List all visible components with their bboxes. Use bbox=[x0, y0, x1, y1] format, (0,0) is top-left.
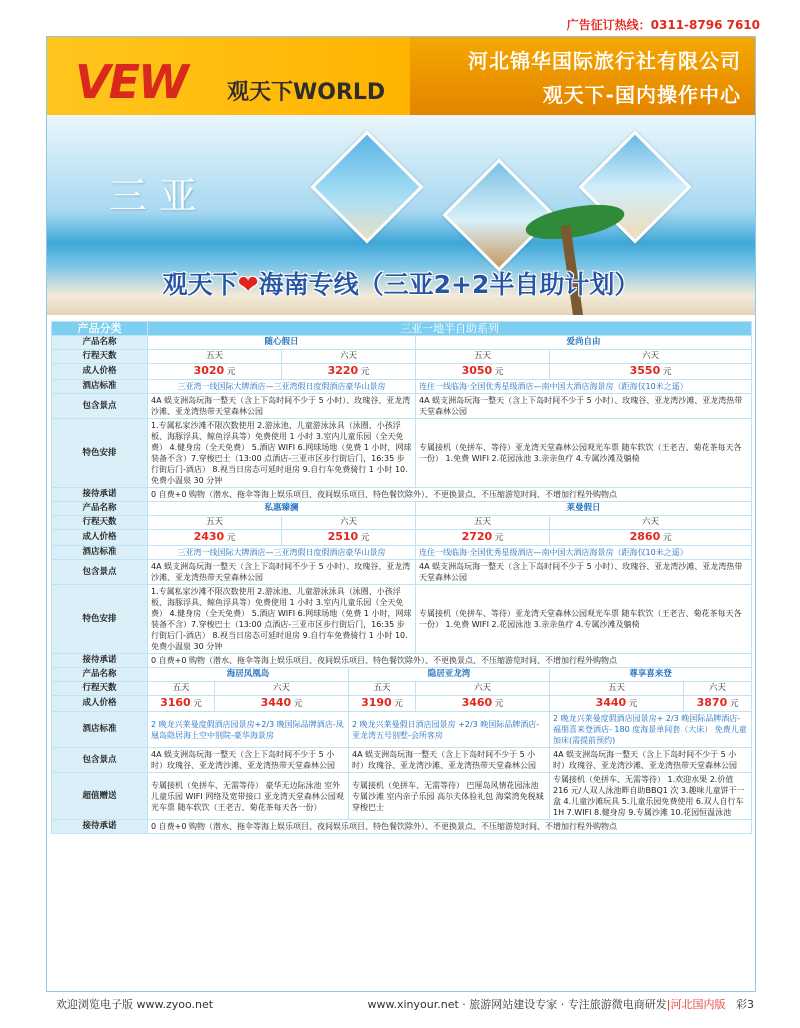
price-cell bbox=[282, 530, 416, 546]
row-label: 特色安排 bbox=[52, 585, 148, 654]
price-value: 3190 bbox=[361, 696, 392, 709]
page-title bbox=[47, 265, 755, 301]
days-cell: 六天 bbox=[550, 350, 752, 364]
table-row bbox=[52, 394, 752, 419]
table-row bbox=[52, 546, 752, 560]
row-label: 成人价格 bbox=[52, 696, 148, 712]
price-cell bbox=[416, 530, 550, 546]
price-unit: 元 bbox=[360, 533, 370, 543]
title-part2: 海南专线（三亚2+2半自助计划） bbox=[258, 270, 640, 299]
company-center: 观天下-国内操作中心 bbox=[542, 83, 741, 107]
price-unit: 元 bbox=[226, 533, 236, 543]
hotel-cell: 2 晚龙兴莱曼度假酒店园景房+ 2/3 晚国际品牌酒店-福朋喜来登酒店- 180 度海景单间套（大床） 免费儿童加床(需提前预约) bbox=[550, 712, 752, 748]
row-label: 包含景点 bbox=[52, 748, 148, 773]
page-frame bbox=[46, 36, 756, 992]
price-value: 3440 bbox=[595, 696, 627, 709]
table-row bbox=[52, 773, 752, 820]
row-label: 接待承诺 bbox=[52, 654, 148, 668]
spots-cell: 4A 蜈支洲岛玩海一整天（含上下岛时间不少于 5 小时）玫瑰谷、亚龙湾沙滩、亚龙湾热带天堂森林公园 bbox=[349, 748, 550, 773]
price-cell bbox=[684, 696, 752, 712]
table-row bbox=[52, 350, 752, 364]
row-label: 接待承诺 bbox=[52, 820, 148, 834]
spots-cell: 4A 蜈支洲岛玩海一整天（含上下岛时间不少于 5 小时）、玫瑰谷、亚龙湾沙滩、亚龙湾热带天堂森林公园 bbox=[148, 560, 416, 585]
price-cell bbox=[550, 696, 684, 712]
product-name: 隐居亚龙湾 bbox=[349, 668, 550, 682]
product-name: 私惠臻澜 bbox=[148, 502, 416, 516]
row-label: 行程天数 bbox=[52, 350, 148, 364]
sanya-calligraphy: 三 亚 bbox=[109, 174, 198, 218]
price-cell bbox=[550, 364, 752, 380]
price-cell bbox=[148, 696, 215, 712]
days-cell: 五天 bbox=[416, 350, 550, 364]
days-cell: 五天 bbox=[148, 516, 282, 530]
gifts-cell: 专属接机（免拼车、无需等待） 豪华无边际泳池 室外儿童乐园 WIFI 网络及宽带接口 亚龙湾天堂森林公园观光车票 随车软饮（王老吉、菊花茶每天各一份） bbox=[148, 773, 349, 820]
price-unit: 元 bbox=[628, 699, 638, 709]
hammock-photo bbox=[310, 130, 423, 243]
price-value: 3050 bbox=[461, 364, 493, 377]
price-value: 2860 bbox=[629, 530, 661, 543]
table-row bbox=[52, 668, 752, 682]
gifts-cell: 专属接机（免拼车、无需等待） 1.欢迎水果 2.价值 216 元/人双人泳池畔自助BBQ1 次 3.趣味儿童饼干一盒 4.儿童沙滩玩具 5.儿童乐园免费使用 6.双人自行车 1H 7.WIFI 8.健身房 9.专属沙滩 10.花园恒温泳池 bbox=[550, 773, 752, 820]
product-name: 随心假日 bbox=[148, 336, 416, 350]
price-value: 2720 bbox=[461, 530, 493, 543]
price-value: 3550 bbox=[629, 364, 661, 377]
title-part1: 观天下 bbox=[162, 270, 238, 299]
footer-ebook-link[interactable]: 欢迎浏览电子版 www.zyoo.net bbox=[56, 998, 214, 1011]
row-label: 接待承诺 bbox=[52, 488, 148, 502]
price-value: 3160 bbox=[160, 696, 191, 709]
spots-cell: 4A 蜈支洲岛玩海一整天（含上下岛时间不少于 5 小时）、玫瑰谷、亚龙湾沙滩、亚龙湾热带天堂森林公园 bbox=[148, 394, 416, 419]
spots-cell: 4A 蜈支洲岛玩海一整天（含上下岛时间不少于 5 小时）、玫瑰谷、亚龙湾沙滩、亚龙湾热带天堂森林公园 bbox=[416, 560, 752, 585]
table-row bbox=[52, 696, 752, 712]
price-value: 2510 bbox=[327, 530, 359, 543]
promise-cell: 0 自费+0 购物（潜水、拖伞等海上娱乐项目、夜间娱乐项目、特色餐饮除外）、不更换景点、不压缩游览时间、不增加行程外购物点 bbox=[148, 488, 752, 502]
days-cell: 五天 bbox=[550, 682, 684, 696]
price-unit: 元 bbox=[394, 699, 403, 709]
price-unit: 元 bbox=[729, 699, 739, 709]
price-unit: 元 bbox=[494, 533, 504, 543]
row-label: 产品名称 bbox=[52, 336, 148, 350]
beach-couple-photo bbox=[442, 158, 555, 271]
page-number: 彩3 bbox=[736, 998, 754, 1011]
product-table bbox=[51, 321, 752, 834]
days-cell: 六天 bbox=[550, 516, 752, 530]
price-value: 3460 bbox=[461, 696, 493, 709]
price-unit: 元 bbox=[494, 367, 504, 377]
row-label: 酒店标准 bbox=[52, 712, 148, 748]
row-label: 特色安排 bbox=[52, 419, 148, 488]
table-row bbox=[52, 585, 752, 654]
table-row bbox=[52, 419, 752, 488]
table-row bbox=[52, 654, 752, 668]
table-row bbox=[52, 560, 752, 585]
price-cell bbox=[282, 364, 416, 380]
promise-cell: 0 自费+0 购物（潜水、拖伞等海上娱乐项目、夜间娱乐项目、特色餐饮除外）、不更换景点、不压缩游览时间、不增加行程外购物点 bbox=[148, 654, 752, 668]
days-cell: 六天 bbox=[416, 682, 550, 696]
table-row bbox=[52, 682, 752, 696]
price-unit: 元 bbox=[226, 367, 236, 377]
header bbox=[47, 37, 755, 115]
price-value: 3020 bbox=[193, 364, 225, 377]
table-row bbox=[52, 820, 752, 834]
table-row bbox=[52, 748, 752, 773]
price-value: 3220 bbox=[327, 364, 359, 377]
features-cell: 专属接机（免拼车、等待）亚龙湾天堂森林公园观光车票 随车软饮（王老吉、菊花茶每天各一份） 1.免费 WIFI 2.花园泳池 3.亲亲鱼疗 4.专属沙滩及躺椅 bbox=[416, 419, 752, 488]
price-unit: 元 bbox=[662, 533, 672, 543]
features-cell: 1.专属私家沙滩不限次数使用 2.游泳池、儿童游泳泳具（泳圈、小孩浮板、海豚浮具、鲸鱼浮具等）免费使用 1 小时 3.室内儿童乐园（全天免费） 4.健身房（全天免费） 5.酒店 WIFI 6.网球场地（免费 1 小时，网球装备不含）7.穿梭巴士（13:00 点酒店-三亚市区步行街后门，16:35 步行街后门-酒店） 8.视当日房态可延时退房 9.自行车免费骑行 1 小时 10.免费小温泉 30 分钟 bbox=[148, 419, 416, 488]
spots-cell: 4A 蜈支洲岛玩海一整天（含上下岛时间不少于 5 小时）玫瑰谷、亚龙湾沙滩、亚龙湾热带天堂森林公园 bbox=[550, 748, 752, 773]
days-cell: 五天 bbox=[148, 350, 282, 364]
table-row bbox=[52, 364, 752, 380]
spots-cell: 4A 蜈支洲岛玩海一整天（含上下岛时间不少于 5 小时）、玫瑰谷、亚龙湾沙滩、亚龙湾热带天堂森林公园 bbox=[416, 394, 752, 419]
company-block bbox=[410, 37, 755, 115]
row-label: 产品名称 bbox=[52, 668, 148, 682]
table-row bbox=[52, 530, 752, 546]
price-unit: 元 bbox=[360, 367, 370, 377]
days-cell: 五天 bbox=[349, 682, 416, 696]
logo-subtitle: 观天下WORLD bbox=[227, 80, 386, 105]
price-cell bbox=[349, 696, 416, 712]
price-cell bbox=[416, 696, 550, 712]
table-row bbox=[52, 712, 752, 748]
heart-icon: ❤ bbox=[237, 270, 259, 299]
price-value: 3870 bbox=[696, 696, 728, 709]
days-cell: 六天 bbox=[215, 682, 349, 696]
price-cell bbox=[148, 530, 282, 546]
hotel-cell: 三亚湾一线国际大牌酒店—三亚湾假日度假酒店豪华山景房 bbox=[148, 546, 416, 560]
series-name: 三亚一地半自助系列 bbox=[148, 322, 752, 336]
product-name: 海居凤凰岛 bbox=[148, 668, 349, 682]
row-label: 包含景点 bbox=[52, 394, 148, 419]
price-unit: 元 bbox=[293, 699, 303, 709]
price-value: 2430 bbox=[193, 530, 225, 543]
hotel-cell: 连住一线临海·全国优秀星级酒店—南中国大酒店海景房（距海仅10米之遥） bbox=[416, 380, 752, 394]
spots-cell: 4A 蜈支洲岛玩海一整天（含上下岛时间不少于 5 小时）玫瑰谷、亚龙湾沙滩、亚龙湾热带天堂森林公园 bbox=[148, 748, 349, 773]
product-name: 莱曼假日 bbox=[416, 502, 752, 516]
price-cell bbox=[148, 364, 282, 380]
features-cell: 1.专属私家沙滩不限次数使用 2.游泳池、儿童游泳泳具（泳圈、小孩浮板、海豚浮具、鲸鱼浮具等）免费使用 1 小时 3.室内儿童乐园（全天免费） 4.健身房（全天免费） 5.酒店 WIFI 6.网球场地（免费 1 小时，网球装备不含）7.穿梭巴士（13:00 点酒店-三亚市区步行街后门，16:35 步行街后门-酒店） 8.视当日房态可延时退房 9.自行车免费骑行 1 小时 10.免费小温泉 30 分钟 bbox=[148, 585, 416, 654]
table-row bbox=[52, 502, 752, 516]
days-cell: 六天 bbox=[282, 350, 416, 364]
product-name: 尊享喜来登 bbox=[550, 668, 752, 682]
hotel-cell: 2 晚龙兴莱曼假日酒店园景房 +2/3 晚国际品牌酒店-亚龙湾五号别墅-会所客房 bbox=[349, 712, 550, 748]
table-row bbox=[52, 516, 752, 530]
price-cell bbox=[215, 696, 349, 712]
row-label: 酒店标准 bbox=[52, 380, 148, 394]
table-row bbox=[52, 336, 752, 350]
price-unit: 元 bbox=[662, 367, 672, 377]
category-row bbox=[52, 322, 752, 336]
row-label: 行程天数 bbox=[52, 682, 148, 696]
price-unit: 元 bbox=[193, 699, 202, 709]
days-cell: 六天 bbox=[684, 682, 752, 696]
price-cell bbox=[416, 364, 550, 380]
category-label: 产品分类 bbox=[52, 322, 148, 336]
ad-hotline: 广告征订热线：0311-8796 7610 bbox=[566, 18, 760, 32]
price-cell bbox=[550, 530, 752, 546]
row-label: 成人价格 bbox=[52, 364, 148, 380]
row-label: 产品名称 bbox=[52, 502, 148, 516]
company-name: 河北锦华国际旅行社有限公司 bbox=[468, 49, 741, 73]
hotel-cell: 三亚湾一线国际大牌酒店—三亚湾假日度假酒店豪华山景房 bbox=[148, 380, 416, 394]
promise-cell: 0 自费+0 购物（潜水、拖伞等海上娱乐项目、夜间娱乐项目、特色餐饮除外）、不更换景点、不压缩游览时间、不增加行程外购物点 bbox=[148, 820, 752, 834]
features-cell: 专属接机（免拼车、等待）亚龙湾天堂森林公园观光车票 随车软饮（王老吉、菊花茶每天各一份） 1.免费 WIFI 2.花园泳池 3.亲亲鱼疗 4.专属沙滩及躺椅 bbox=[416, 585, 752, 654]
footer-website[interactable]: www.xinyour.net · 旅游网站建设专家 · 专注旅游微电商研发 bbox=[367, 998, 667, 1011]
footer-right bbox=[368, 996, 754, 1012]
product-name: 爱尚自由 bbox=[416, 336, 752, 350]
vew-logo: VEW bbox=[75, 55, 187, 109]
days-cell: 六天 bbox=[282, 516, 416, 530]
days-cell: 五天 bbox=[148, 682, 215, 696]
days-cell: 五天 bbox=[416, 516, 550, 530]
row-label: 成人价格 bbox=[52, 530, 148, 546]
row-label: 酒店标准 bbox=[52, 546, 148, 560]
gifts-cell: 专属接机（免拼车、无需等待） 巴厘岛风情花园泳池 专属沙滩 室内亲子乐园 高尔夫体验礼包 海棠湾免税城穿梭巴士 bbox=[349, 773, 550, 820]
price-unit: 元 bbox=[494, 699, 504, 709]
footer-edition: |河北国内版 bbox=[666, 998, 726, 1011]
hotel-cell: 2 晚龙兴莱曼度假酒店园景房+2/3 晚国际品牌酒店-凤凰岛隐居海上空中别院-豪华海景房 bbox=[148, 712, 349, 748]
price-value: 3440 bbox=[260, 696, 292, 709]
row-label: 超值赠送 bbox=[52, 773, 148, 820]
hotel-cell: 连住一线临海·全国优秀星级酒店—南中国大酒店海景房（距海仅10米之遥） bbox=[416, 546, 752, 560]
table-row bbox=[52, 488, 752, 502]
row-label: 包含景点 bbox=[52, 560, 148, 585]
table-row bbox=[52, 380, 752, 394]
row-label: 行程天数 bbox=[52, 516, 148, 530]
